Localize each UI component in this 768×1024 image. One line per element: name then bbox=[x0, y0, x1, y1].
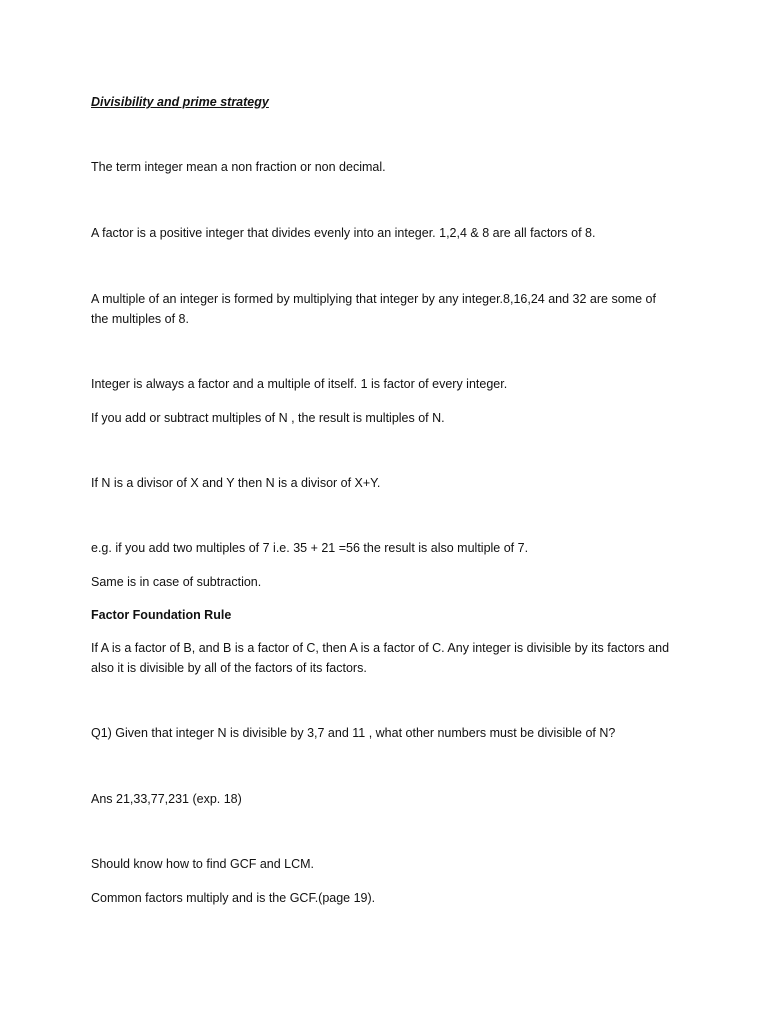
paragraph-line: the multiples of 8. bbox=[91, 312, 189, 326]
paragraph-line: Same is in case of subtraction. bbox=[91, 575, 262, 589]
paragraph-line: e.g. if you add two multiples of 7 i.e. 35 + 21 =56 the result is also multiple of 7. bbox=[91, 541, 529, 555]
paragraph-line: A factor is a positive integer that divides evenly into an integer. 1,2,4 & 8 are all factors of 8. bbox=[91, 226, 596, 240]
paragraph-line: Common factors multiply and is the GCF.(page 19). bbox=[91, 891, 376, 905]
paragraph-line: If N is a divisor of X and Y then N is a divisor of X+Y. bbox=[91, 476, 381, 490]
paragraph-line: A multiple of an integer is formed by multiplying that integer by any integer.8,16,24 and 32 are some of bbox=[91, 292, 656, 306]
document-title: Divisibility and prime strategy bbox=[91, 95, 269, 109]
paragraph-line: If you add or subtract multiples of N , the result is multiples of N. bbox=[91, 411, 445, 425]
section-heading: Factor Foundation Rule bbox=[91, 608, 232, 622]
paragraph-line: Integer is always a factor and a multiple of itself. 1 is factor of every integer. bbox=[91, 377, 508, 391]
answer-line: Ans 21,33,77,231 (exp. 18) bbox=[91, 792, 242, 806]
paragraph-line: also it is divisible by all of the factors of its factors. bbox=[91, 661, 367, 675]
paragraph-line: If A is a factor of B, and B is a factor of C, then A is a factor of C. Any integer is divisible by its factors and bbox=[91, 641, 670, 655]
paragraph-line: Should know how to find GCF and LCM. bbox=[91, 857, 315, 871]
question-line: Q1) Given that integer N is divisible by 3,7 and 11 , what other numbers must be divisible of N? bbox=[91, 726, 616, 740]
paragraph-line: The term integer mean a non fraction or non decimal. bbox=[91, 160, 386, 174]
